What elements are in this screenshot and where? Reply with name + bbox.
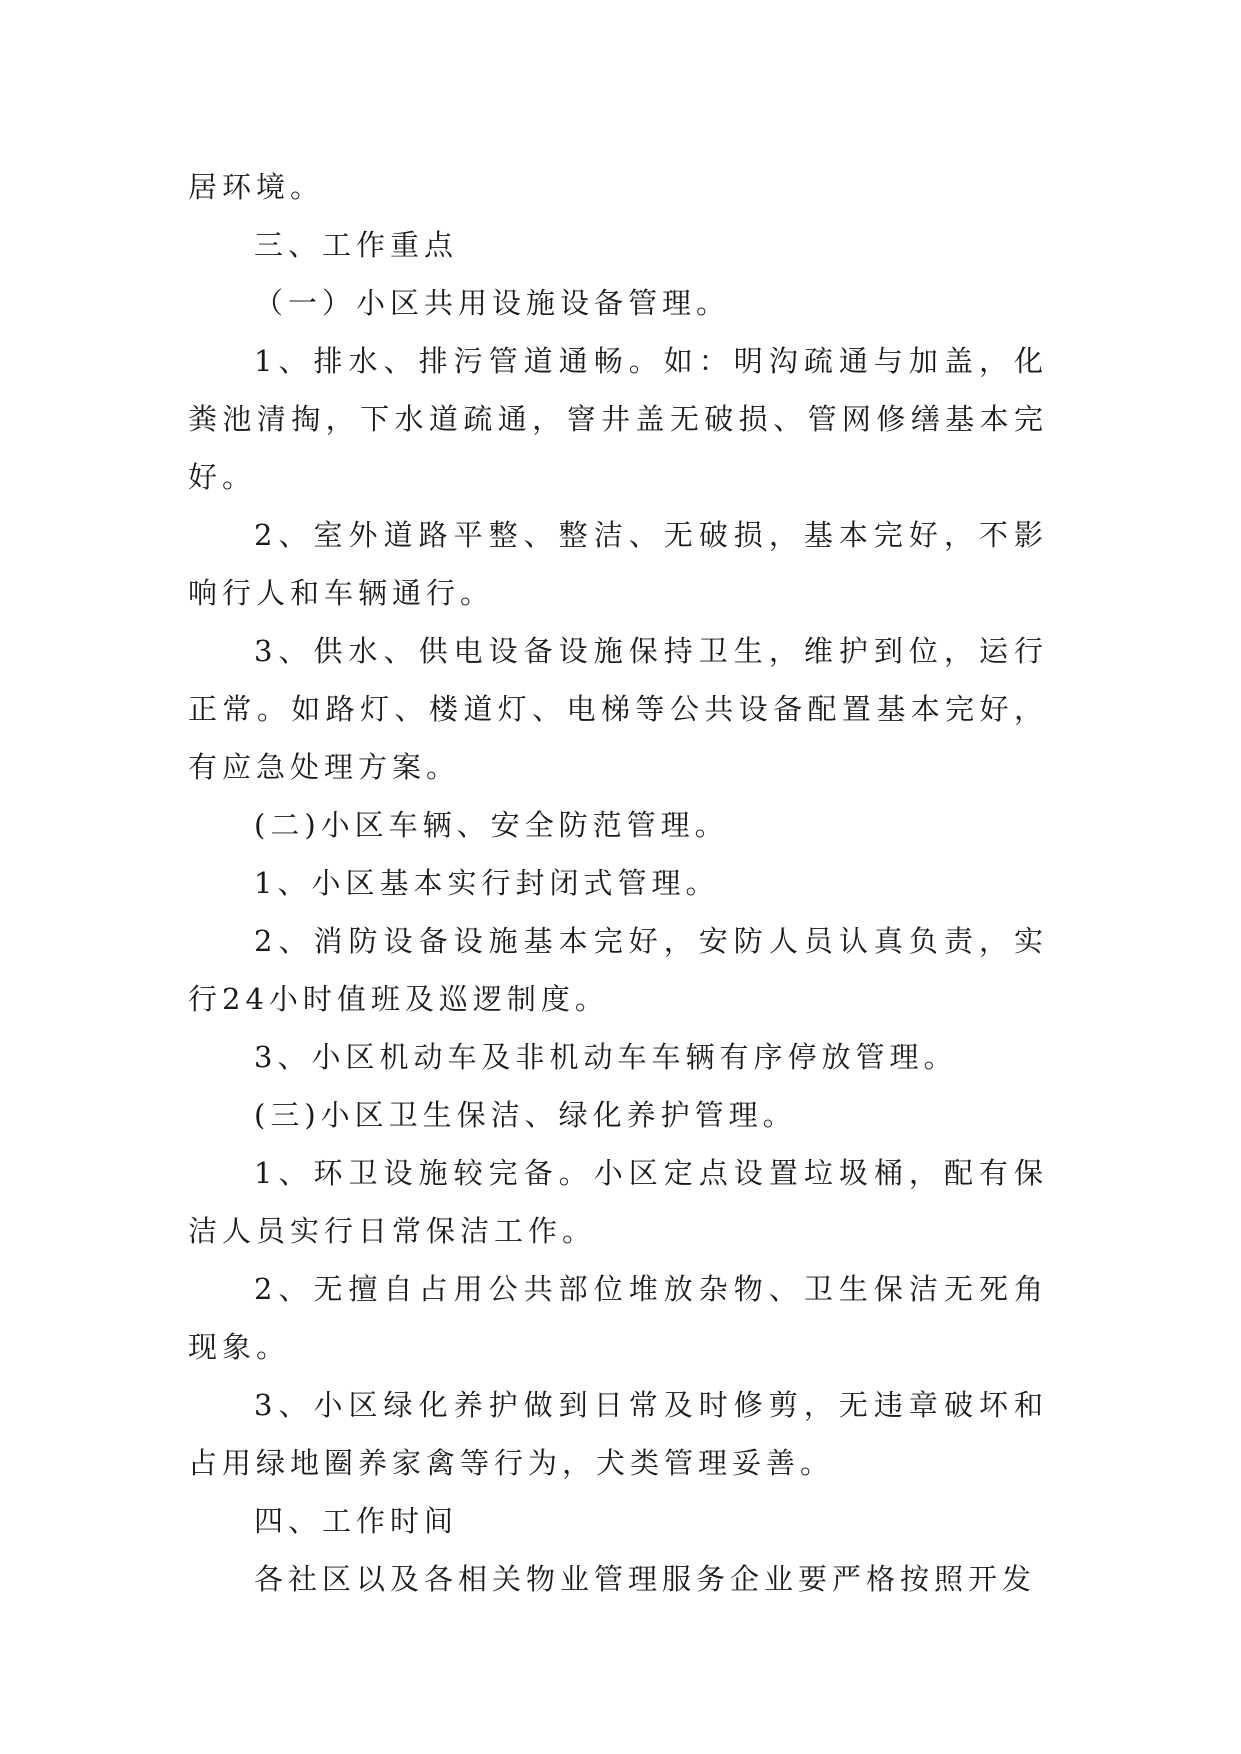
subsection-heading-facilities: （一）小区共用设施设备管理。 — [254, 286, 731, 320]
list-item-utilities: 3、供水、供电设备设施保持卫生，维护到位，运行正常。如路灯、楼道灯、电梯等公共设备配置基本完好，有应急处理方案。 — [188, 634, 1048, 784]
section-heading-work-focus: 三、工作重点 — [254, 228, 459, 262]
section-heading-work-time: 四、工作时间 — [254, 1504, 459, 1538]
document-body — [188, 158, 1048, 1608]
paragraph-work-time: 各社区以及各相关物业管理服务企业要严格按照开发 — [254, 1562, 1037, 1596]
list-item-closed-management: 1、小区基本实行封闭式管理。 — [254, 866, 720, 900]
list-item-drainage: 1、排水、排污管道通畅。如：明沟疏通与加盖，化粪池清掏，下水道疏通，窨井盖无破损、管网修缮基本完好。 — [188, 344, 1048, 494]
list-item-greening: 3、小区绿化养护做到日常及时修剪，无违章破坏和占用绿地圈养家禽等行为，犬类管理妥善。 — [188, 1388, 1048, 1480]
subsection-heading-sanitation-greening: (三)小区卫生保洁、绿化养护管理。 — [254, 1098, 797, 1132]
list-item-roads: 2、室外道路平整、整洁、无破损，基本完好，不影响行人和车辆通行。 — [188, 518, 1048, 610]
list-item-public-space: 2、无擅自占用公共部位堆放杂物、卫生保洁无死角现象。 — [188, 1272, 1048, 1364]
list-item-parking: 3、小区机动车及非机动车车辆有序停放管理。 — [254, 1040, 958, 1074]
list-item-fire-safety: 2、消防设备设施基本完好，安防人员认真负责，实行24小时值班及巡逻制度。 — [188, 924, 1048, 1016]
subsection-heading-vehicles-security: (二)小区车辆、安全防范管理。 — [254, 808, 729, 842]
paragraph-continuation: 居环境。 — [188, 170, 325, 204]
list-item-sanitation-facilities: 1、环卫设施较完备。小区定点设置垃圾桶，配有保洁人员实行日常保洁工作。 — [188, 1156, 1048, 1248]
